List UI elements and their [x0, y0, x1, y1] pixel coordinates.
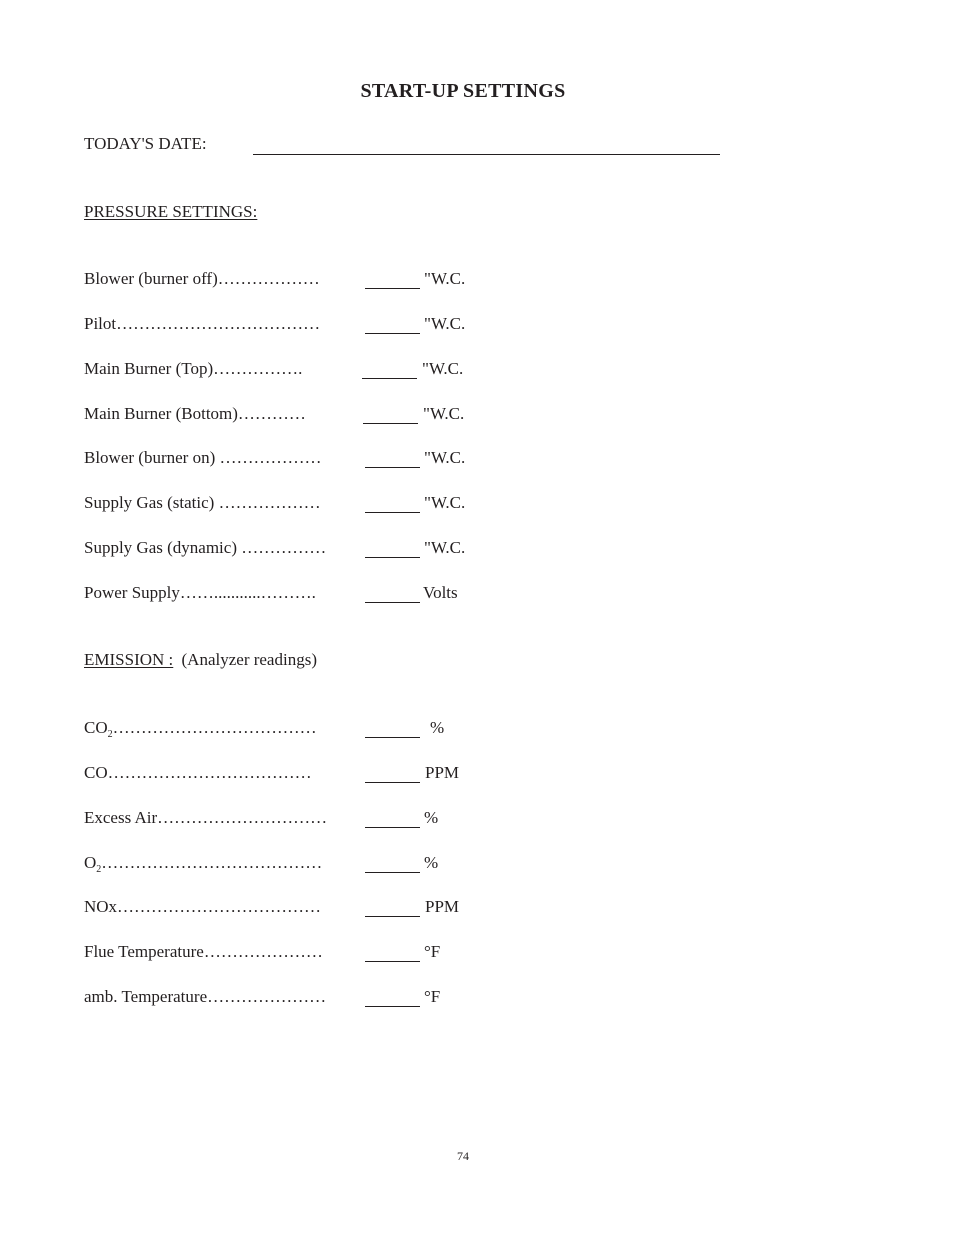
emission-unit: °F — [424, 942, 441, 961]
emission-value-field[interactable] — [365, 737, 420, 738]
emission-value-field[interactable] — [365, 827, 420, 828]
page-number: 74 — [457, 1149, 469, 1163]
pressure-value-field[interactable] — [362, 378, 417, 379]
emission-row-co — [84, 763, 684, 787]
emission-unit: °F — [424, 987, 441, 1006]
emission-unit: PPM — [425, 897, 460, 916]
emission-heading-text: EMISSION : — [84, 650, 174, 669]
pressure-row-supply-gas-dynamic — [84, 538, 684, 562]
pressure-row-supply-gas-static — [84, 493, 684, 517]
pressure-row-label: Supply Gas (static) ……………… — [84, 493, 321, 512]
pressure-row-label: Pilot……………………………… — [84, 314, 321, 333]
emission-row-o2 — [84, 853, 684, 877]
pressure-value-field[interactable] — [363, 423, 418, 424]
emission-value-field[interactable] — [365, 961, 420, 962]
pressure-row-label: Power Supply……...........………. — [84, 583, 316, 602]
page-title: START-UP SETTINGS — [360, 80, 566, 102]
pressure-unit: "W.C. — [424, 269, 466, 288]
pressure-unit: "W.C. — [424, 538, 466, 557]
emission-value-field[interactable] — [365, 872, 420, 873]
emission-row-subscript: 2 — [96, 864, 102, 875]
emission-heading-note: (Analyzer readings) — [181, 650, 317, 669]
pressure-settings-heading — [84, 202, 257, 222]
pressure-row-label: Blower (burner off)……………… — [84, 269, 320, 288]
emission-value-field[interactable] — [365, 1006, 420, 1007]
pressure-row-power-supply — [84, 583, 684, 607]
pressure-unit: "W.C. — [422, 359, 464, 378]
pressure-value-field[interactable] — [365, 467, 420, 468]
pressure-unit: "W.C. — [424, 448, 466, 467]
emission-row-label-text: CO — [84, 718, 108, 737]
pressure-unit: "W.C. — [424, 493, 466, 512]
emission-unit: % — [424, 808, 439, 827]
emission-row-label: Flue Temperature………………… — [84, 942, 323, 961]
emission-unit: PPM — [425, 763, 460, 782]
pressure-value-field[interactable] — [365, 512, 420, 513]
pressure-value-field[interactable] — [365, 333, 420, 334]
emission-unit: % — [424, 853, 439, 872]
pressure-row-label: Supply Gas (dynamic) …………… — [84, 538, 327, 557]
pressure-row-label: Main Burner (Top)……………. — [84, 359, 303, 378]
pressure-row-main-burner-bottom — [84, 404, 684, 428]
pressure-row-label: Main Burner (Bottom)………… — [84, 404, 306, 423]
pressure-row-blower-on — [84, 448, 684, 472]
todays-date-label: TODAY'S DATE: — [84, 134, 207, 153]
pressure-unit: "W.C. — [423, 404, 465, 423]
emission-row-flue-temperature — [84, 942, 684, 966]
emission-value-field[interactable] — [365, 916, 420, 917]
pressure-unit: Volts — [423, 583, 458, 602]
pressure-row-main-burner-top — [84, 359, 684, 383]
pressure-row-label: Blower (burner on) ……………… — [84, 448, 322, 467]
pressure-value-field[interactable] — [365, 602, 420, 603]
emission-row-dots: ………………………………… — [101, 853, 323, 872]
emission-row-label: Excess Air………………………… — [84, 808, 328, 827]
pressure-settings-heading-text: PRESSURE SETTINGS: — [84, 202, 258, 221]
emission-row-label: NOx……………………………… — [84, 897, 322, 916]
emission-row-nox — [84, 897, 684, 921]
emission-row-label-text: O — [84, 853, 97, 872]
pressure-value-field[interactable] — [365, 557, 420, 558]
emission-value-field[interactable] — [365, 782, 420, 783]
emission-row-amb-temperature — [84, 987, 684, 1011]
pressure-row-pilot — [84, 314, 684, 338]
emission-row-label: amb. Temperature………………… — [84, 987, 327, 1006]
pressure-row-blower-off — [84, 269, 684, 293]
todays-date-field[interactable] — [253, 154, 720, 155]
emission-row-label — [84, 853, 322, 873]
emission-row-excess-air — [84, 808, 684, 832]
emission-row-label: CO……………………………… — [84, 763, 312, 782]
pressure-unit: "W.C. — [424, 314, 466, 333]
emission-heading — [84, 650, 317, 670]
emission-row-dots: ……………………………… — [112, 718, 317, 737]
emission-row-label — [84, 718, 317, 738]
emission-unit: % — [430, 718, 445, 737]
emission-row-co2 — [84, 718, 684, 742]
emission-row-subscript: 2 — [107, 729, 113, 740]
pressure-value-field[interactable] — [365, 288, 420, 289]
